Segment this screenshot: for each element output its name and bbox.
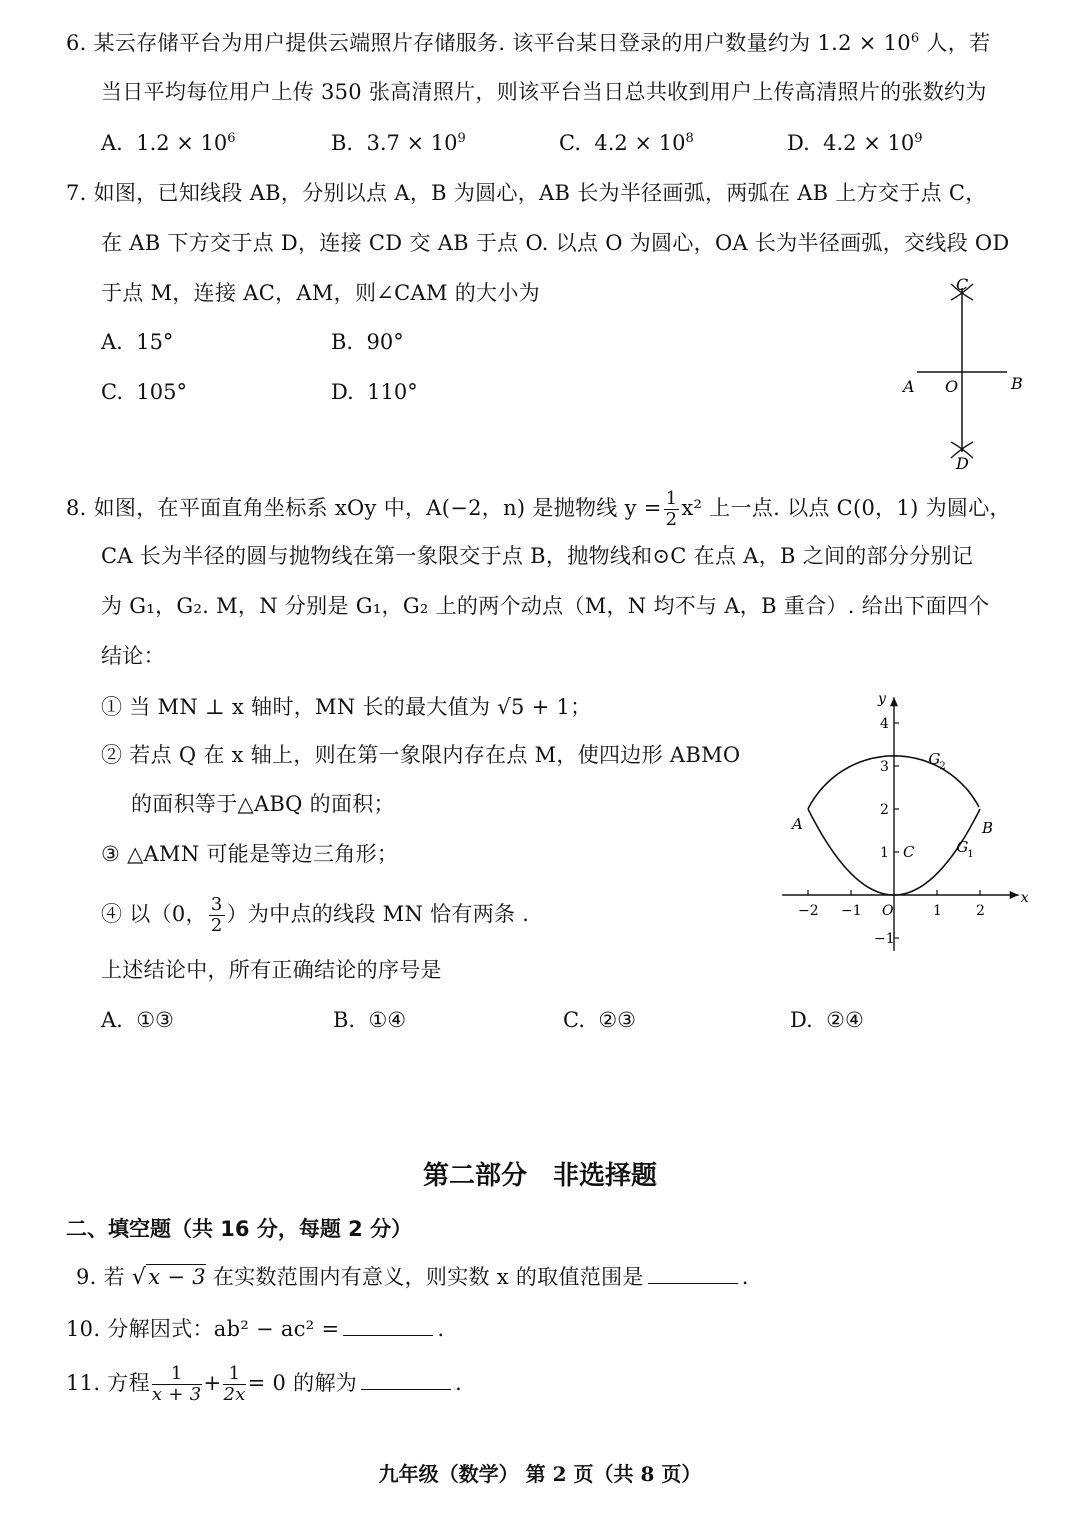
y-axis-arrow	[890, 697, 898, 706]
y-tick-label: 3	[880, 759, 889, 775]
q7-option-a: A. 15°	[101, 330, 174, 354]
point-a-label: A	[792, 815, 803, 833]
q8-option-d: D. ②④	[790, 1008, 864, 1032]
y-axis-label: y	[878, 691, 886, 708]
x-axis-label: x	[1020, 890, 1029, 906]
q10-number: 10.	[66, 1317, 101, 1341]
q7-figure	[895, 276, 1035, 476]
section-heading: 二、填空题（共 16 分，每题 2 分）	[66, 1217, 413, 1241]
g1-label: G	[956, 838, 969, 856]
q9-number: 9.	[76, 1265, 97, 1289]
q7-line2: 在 AB 下方交于点 D，连接 CD 交 AB 于点 O. 以点 O 为圆心，OA 长为半径画弧，交线段 OD	[101, 231, 1010, 255]
g2-label: G	[928, 749, 941, 768]
q9-radicand: x − 3	[148, 1265, 206, 1289]
x-tick-label: −2	[798, 903, 819, 919]
q6-text-1a: 某云存储平台为用户提供云端照片存储服务. 该平台某日登录的用户数量约为 1.2 × 10	[93, 31, 911, 55]
q6-text-1b: 人，若	[919, 31, 991, 55]
q10-line: 10. 分解因式：ab² − ac² = .	[66, 1317, 445, 1341]
y-tick-label: −1	[874, 931, 895, 947]
q7-option-d: D. 110°	[331, 380, 418, 404]
label-b: B	[1011, 374, 1023, 393]
q6-option-d: D. $4.2 \times 10^9$	[787, 131, 923, 155]
x-tick-label: −1	[841, 903, 862, 919]
y-tick-label: 1	[880, 845, 889, 861]
q7-option-c: C. 105°	[101, 380, 187, 404]
g2-subscript: 2	[939, 760, 946, 772]
q10-answer-blank[interactable]	[343, 1315, 433, 1336]
q8-graph	[770, 676, 1040, 966]
q8-fraction: $\frac{1}{2}$	[665, 488, 678, 530]
g1-subscript: 1	[967, 849, 974, 860]
q7-line3: 于点 M，连接 AC，AM，则∠CAM 的大小为	[101, 281, 540, 305]
q8-number: 8.	[66, 496, 87, 520]
label-d: D	[956, 454, 969, 473]
q8-conclusion-3: ③ △AMN 可能是等边三角形；	[101, 842, 399, 866]
x-axis-arrow	[1010, 891, 1019, 899]
x-tick-label: 2	[976, 903, 985, 919]
q8-conclusion-2a: ② 若点 Q 在 x 轴上，则在第一象限内存在点 M，使四边形 ABMO	[101, 743, 741, 767]
q6-option-a: A. $1.2 \times 10^6$	[101, 131, 236, 155]
q8-line2: CA 长为半径的圆与抛物线在第一象限交于点 B，抛物线和⊙C 在点 A，B 之间的部分分别记	[101, 544, 974, 568]
point-c-label: C	[903, 843, 915, 861]
y-tick-label: 4	[880, 716, 889, 732]
q11-fraction-2: $\frac{1}{2x}$	[223, 1363, 246, 1405]
q8-line4: 结论：	[101, 644, 165, 668]
q6-exp: 6	[910, 31, 920, 46]
q8-ask: 上述结论中，所有正确结论的序号是	[101, 958, 442, 982]
q11-number: 11.	[66, 1371, 101, 1395]
q9-line: 9. 若 √x − 3 在实数范围内有意义，则实数 x 的取值范围是 .	[76, 1265, 749, 1290]
q8-option-c: C. ②③	[563, 1008, 637, 1032]
q8-line1: 8. 如图，在平面直角坐标系 xOy 中，A(−2，n) 是抛物线 y = $\frac{1}{2}$ x² 上一点. 以点 C(0，1) 为圆心，	[66, 488, 1011, 530]
y-tick-label: 2	[880, 802, 889, 818]
q6-option-c: C. $4.2 \times 10^8$	[559, 131, 694, 155]
q11-fraction-1: $\frac{1}{x + 3}$	[151, 1363, 202, 1405]
q6-number: 6.	[66, 31, 87, 55]
x-tick-label: 1	[933, 903, 942, 919]
q8-line3: 为 G₁，G₂. M，N 分别是 G₁，G₂ 上的两个动点（M，N 均不与 A，B 重合）. 给出下面四个	[101, 594, 990, 618]
q8-conclusion-1: ① 当 MN ⊥ x 轴时，MN 长的最大值为 √5 + 1；	[101, 695, 592, 719]
page-footer: 九年级（数学） 第 2 页（共 8 页）	[378, 1462, 702, 1486]
point-b-label: B	[982, 819, 994, 837]
q8-option-b: B. ①④	[333, 1008, 407, 1032]
label-c: C	[956, 276, 969, 294]
q7-line1: 7. 如图，已知线段 AB，分别以点 A，B 为圆心，AB 长为半径画弧，两弧在 AB 上方交于点 C，	[66, 181, 987, 205]
label-o: O	[945, 377, 959, 396]
q6-line2: 当日平均每位用户上传 350 张高清照片，则该平台当日总共收到用户上传高清照片的张数约为	[101, 80, 987, 104]
x-tick-label: O	[882, 903, 894, 919]
q7-number: 7.	[66, 181, 87, 205]
q9-answer-blank[interactable]	[648, 1263, 738, 1284]
q6-line1	[66, 28, 990, 58]
q6-option-b: B. $3.7 \times 10^9$	[331, 131, 466, 155]
q8-option-a: A. ①③	[101, 1008, 174, 1032]
q11-answer-blank[interactable]	[361, 1369, 451, 1390]
label-a: A	[903, 377, 915, 396]
part2-title: 第二部分 非选择题	[422, 1161, 657, 1191]
q8-c4-fraction: $\frac{3}{2}$	[210, 894, 223, 936]
q11-line: 11. 方程 $\frac{1}{x + 3}$ + $\frac{1}{2x}$ = 0 的解为 .	[66, 1363, 463, 1405]
q8-conclusion-2b: 的面积等于△ABQ 的面积；	[131, 792, 395, 816]
q7-option-b: B. 90°	[331, 330, 404, 354]
q8-conclusion-4: ④ 以（0， $\frac{3}{2}$ ）为中点的线段 MN 恰有两条 .	[101, 894, 530, 936]
